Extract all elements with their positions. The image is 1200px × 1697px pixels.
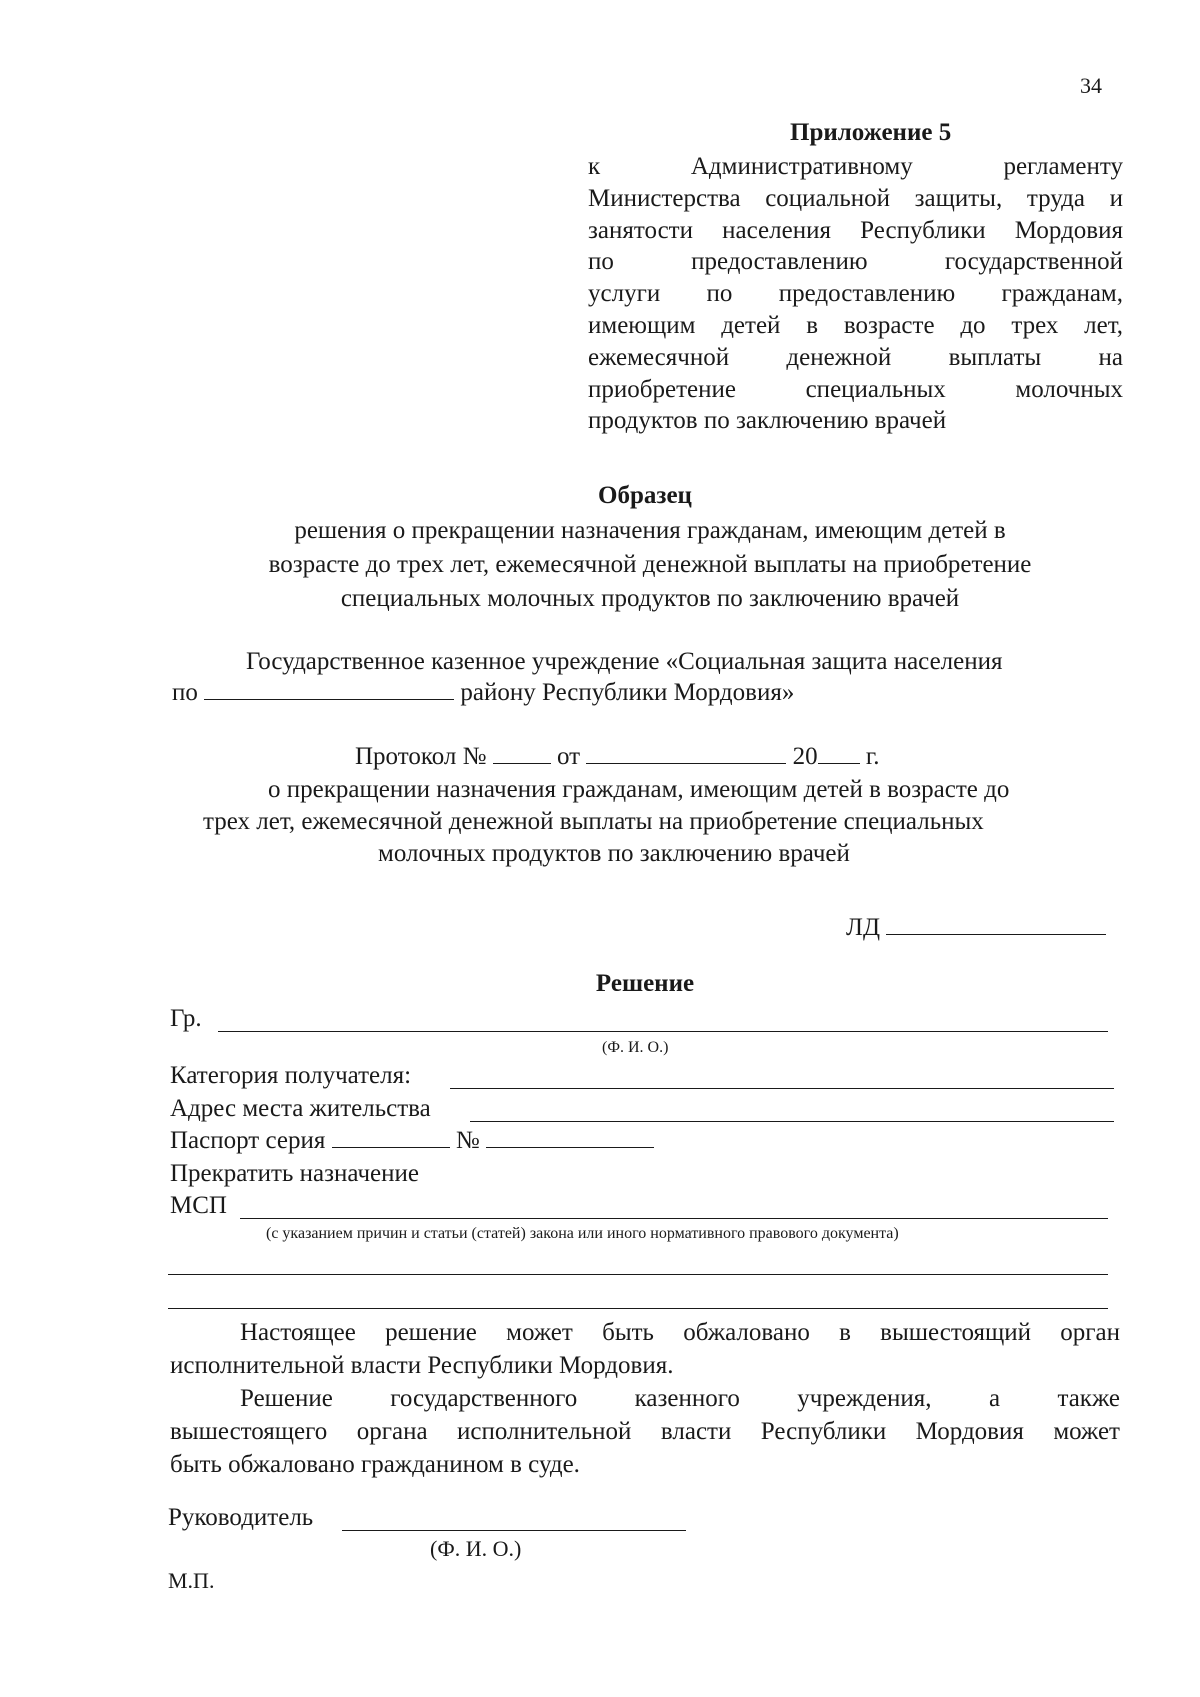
appendix-line: ежемесячной денежной выплаты на [588, 343, 1123, 371]
head-fio-hint: (Ф. И. О.) [430, 1536, 522, 1561]
protocol-date-field[interactable] [586, 762, 786, 764]
category-field[interactable] [450, 1088, 1114, 1089]
protocol-text-line: о прекращении назначения гражданам, имеющим детей в возрасте до [268, 776, 1010, 803]
page-number: 34 [1080, 73, 1102, 98]
appendix-line: приобретение специальных молочных [588, 375, 1123, 403]
appendix-line: по предоставлению государственной [588, 248, 1123, 276]
appeal-line: Настоящее решение может быть обжаловано в вышестоящий орган [240, 1319, 1120, 1346]
citizen-label: Гр. [170, 1005, 202, 1032]
passport-label: Паспорт серия [170, 1127, 326, 1154]
sample-line: специальных молочных продуктов по заключению врачей [340, 585, 960, 612]
institution-suffix: району Республики Мордовия» [460, 679, 795, 706]
reason-hint: (с указанием причин и статьи (статей) закона или иного нормативного правового документа) [266, 1225, 899, 1242]
sample-line: возрасте до трех лет, ежемесячной денежной выплаты на приобретение [268, 551, 1032, 578]
sample-title: Образец [598, 482, 692, 509]
passport-number-label: № [455, 1127, 480, 1154]
institution-line1: Государственное казенное учреждение «Социальная защита населения [246, 648, 1003, 675]
appendix-line: имеющим детей в возрасте до трех лет, [588, 311, 1123, 339]
reason-field-line2[interactable] [168, 1274, 1108, 1275]
institution-line2 [172, 677, 794, 710]
citizen-name-field[interactable] [218, 1031, 1108, 1032]
district-field[interactable] [204, 698, 454, 700]
appeal-line: быть обжаловано гражданином в суде. [170, 1451, 580, 1478]
protocol-text-line: трех лет, ежемесячной денежной выплаты на приобретение специальных [203, 808, 984, 835]
citizen-fio-hint: (Ф. И. О.) [602, 1039, 669, 1056]
address-label: Адрес места жительства [170, 1095, 431, 1122]
appeal-line: Решение государственного казенного учреждения, а также [240, 1385, 1120, 1412]
sample-line: решения о прекращении назначения гражданам, имеющим детей в [294, 517, 1006, 544]
address-field[interactable] [470, 1121, 1114, 1122]
protocol-year-suffix: г. [865, 743, 880, 770]
institution-prefix: по [172, 679, 198, 706]
decision-title: Решение [595, 970, 695, 997]
appendix-line: продуктов по заключению врачей [588, 407, 947, 435]
appeal-line: вышестоящего органа исполнительной власти Республики Мордовия может [170, 1418, 1120, 1445]
passport-number-field[interactable] [486, 1146, 654, 1148]
reason-field[interactable] [240, 1218, 1108, 1219]
protocol-label: Протокол № [355, 743, 487, 770]
category-label: Категория получателя: [170, 1062, 412, 1089]
sample-subtitle [190, 514, 1110, 616]
ld-line [846, 912, 1106, 945]
msp-label: МСП [170, 1192, 227, 1219]
protocol-year-field[interactable] [818, 762, 860, 764]
reason-field-line3[interactable] [168, 1308, 1108, 1309]
protocol-number-field[interactable] [493, 762, 551, 764]
stamp-label: М.П. [168, 1568, 215, 1593]
appendix-line: услуги по предоставлению гражданам, [588, 280, 1123, 308]
head-label: Руководитель [168, 1504, 314, 1531]
passport-series-field[interactable] [332, 1146, 450, 1148]
appeal-text [170, 1316, 1120, 1481]
ld-label: ЛД [846, 914, 881, 941]
passport-line [170, 1125, 654, 1158]
appendix-line: занятости населения Республики Мордовия [588, 216, 1123, 244]
appendix-text [588, 151, 1123, 437]
protocol-from-label: от [556, 743, 581, 770]
head-signature-field[interactable] [342, 1530, 686, 1531]
appendix-line: к Административному регламенту [588, 153, 1123, 180]
appeal-line: исполнительной власти Республики Мордовия. [170, 1352, 674, 1379]
protocol-line [355, 741, 880, 774]
protocol-text-line: молочных продуктов по заключению врачей [378, 840, 850, 867]
ld-field[interactable] [886, 933, 1106, 935]
appendix-line: Министерства социальной защиты, труда и [588, 184, 1123, 212]
appendix-title: Приложение 5 [790, 119, 952, 146]
terminate-label: Прекратить назначение [170, 1160, 419, 1187]
protocol-year-label: 20 [792, 743, 818, 770]
